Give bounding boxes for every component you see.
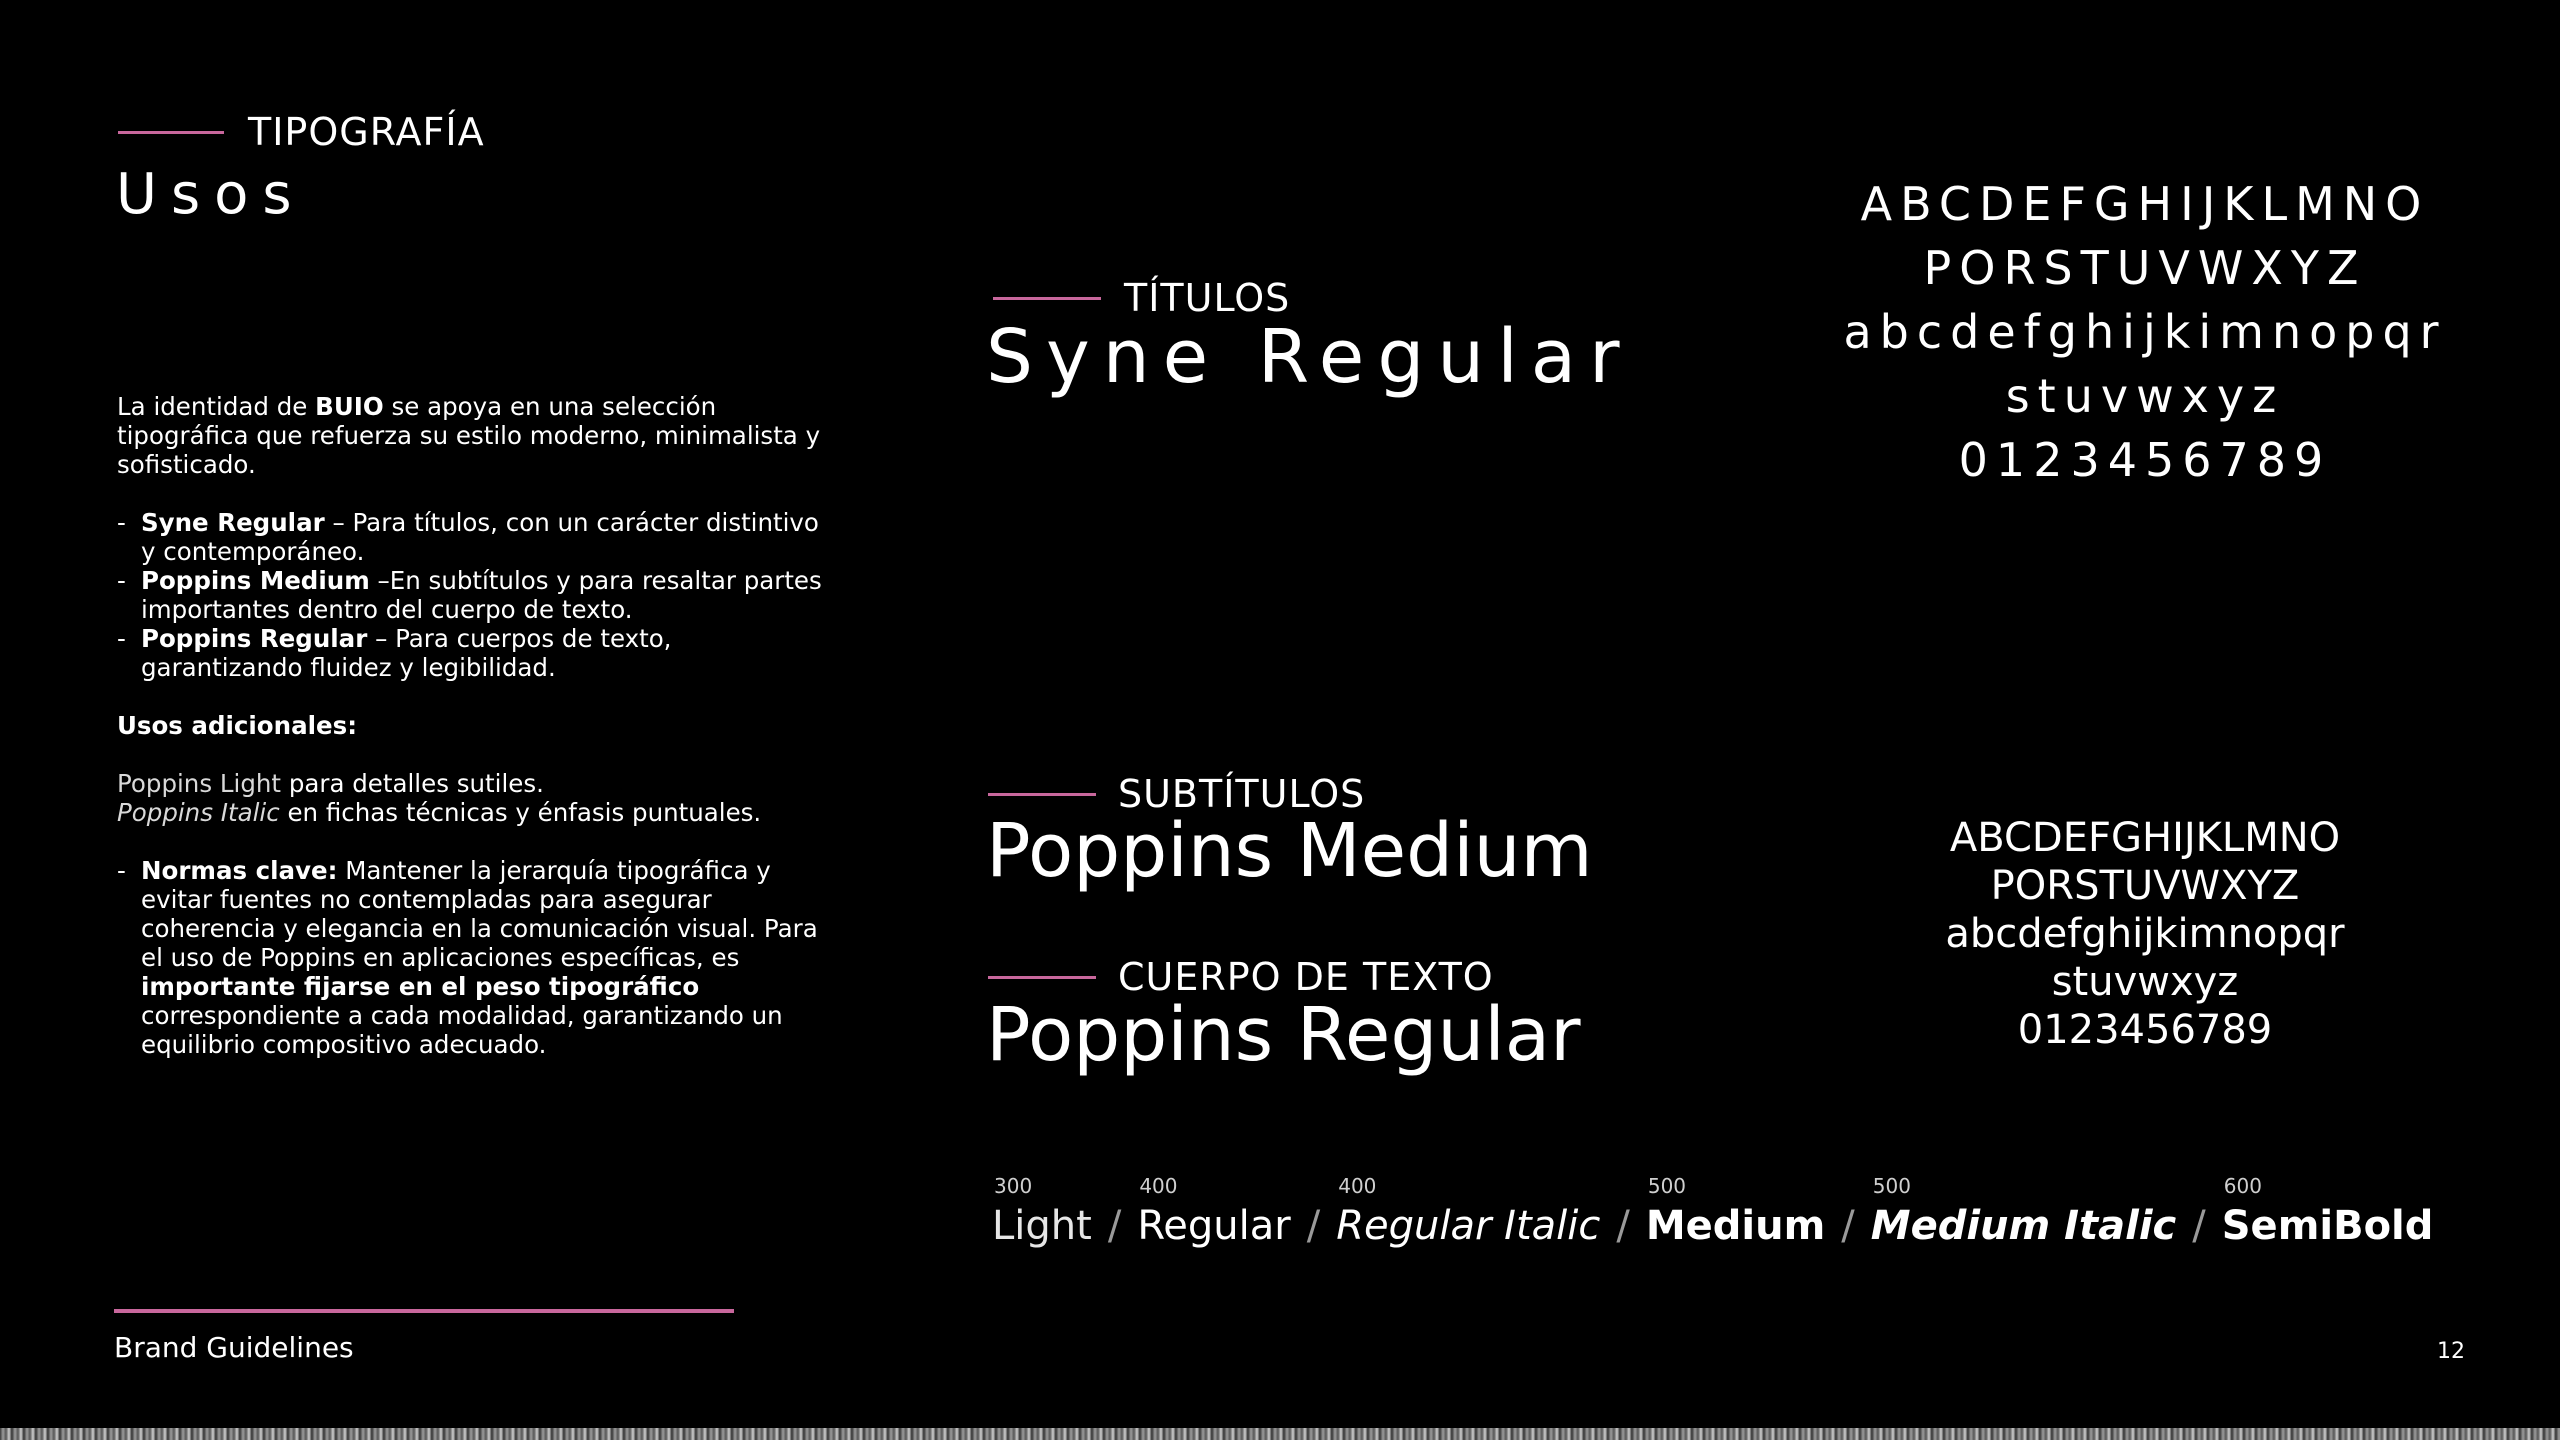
poppins-glyph-line: 0123456789 [2017,1007,2273,1053]
weight-number: 400 [1338,1174,1377,1198]
weight-item-light [992,1174,1092,1248]
additional-line-italic: Poppins Italic en fichas técnicas y énfasis puntuales. [117,798,762,827]
footer-accent-line [114,1309,734,1313]
weight-separator: / [2192,1203,2206,1249]
poppins-glyph-line: ABCDEFGHIJKLMNO [1949,815,2341,861]
poppins-glyph-line: abcdefghijkimnopqr [1945,911,2345,957]
weight-item-medium [1646,1174,1825,1248]
weight-name: Medium Italic [1870,1203,2177,1249]
intro-paragraph: La identidad de BUIO se apoya en una selección tipográfica que refuerza su estilo moderno, minimalista y sofisticado. [117,392,821,479]
poppins-glyph-line: stuvwxyz [2051,959,2239,1005]
weight-separator: / [1306,1203,1321,1249]
poppins-glyph-specimen [1845,814,2445,1054]
titulos-label: TÍTULOS [1124,276,1291,320]
page-title: Usos [116,162,306,227]
cuerpo-accent-line [988,976,1096,979]
weight-name: Medium [1645,1203,1826,1249]
syne-glyph-line: PORSTUVWXYZ [1923,241,2367,295]
weight-item-regular-italic [1336,1174,1600,1248]
bottom-texture-strip [0,1428,2560,1440]
bullet-item-poppins-regular: - Poppins Regular – Para cuerpos de texto, garantizando fluidez y legibilidad. [117,624,823,682]
description-column [117,392,823,1059]
weight-number: 400 [1139,1174,1178,1198]
syne-glyph-specimen [1780,172,2510,492]
additional-line-light: Poppins Light para detalles sutiles. [117,769,544,798]
bullet-item-syne: - Syne Regular – Para títulos, con un carácter distintivo y contemporáneo. [117,508,823,566]
header-accent-line [118,131,224,134]
weight-number: 500 [1647,1174,1687,1198]
titulos-accent-line [993,297,1101,300]
weight-number: 500 [1872,1174,1911,1198]
font-weights-row [992,1174,2433,1248]
weight-separator: / [1107,1203,1122,1249]
weight-name: Light [992,1203,1092,1249]
syne-glyph-line: ABCDEFGHIJKLMNO [1860,177,2430,231]
weight-number: 600 [2223,1174,2262,1198]
weight-name: Regular [1137,1203,1291,1249]
weight-number: 300 [994,1174,1033,1198]
weight-name: Regular Italic [1336,1203,1601,1249]
syne-glyph-line: abcdefghijkimnopqr [1843,305,2447,359]
weight-item-medium-italic [1871,1174,2177,1248]
syne-glyph-line: 0123456789 [1958,433,2332,487]
page-number: 12 [2437,1339,2465,1364]
cuerpo-label: CUERPO DE TEXTO [1118,955,1494,999]
subtitulos-accent-line [988,793,1096,796]
syne-glyph-line: stuvwxyz [2005,369,2285,423]
additional-heading: Usos adicionales: [117,711,358,740]
titulos-font-name: Syne Regular [986,314,1633,400]
weight-item-regular [1137,1174,1290,1248]
weight-separator: / [1841,1203,1855,1249]
poppins-glyph-line: PORSTUVWXYZ [1990,863,2300,909]
norms-paragraph: - Normas clave: Mantener la jerarquía tipográfica y evitar fuentes no contempladas para asegurar coherencia y elegancia en la comunicación visual. Para el uso de Poppins en aplicaciones específicas, es importante fijarse en el peso tipográfico correspondiente a cada modalidad, garantizando un equilibrio compositivo adecuado. [117,856,823,1059]
footer-label: Brand Guidelines [114,1331,354,1364]
weight-name: SemiBold [2221,1203,2434,1249]
subtitulos-font-name: Poppins Medium [986,808,1593,894]
subtitulos-label: SUBTÍTULOS [1118,772,1366,816]
weight-item-semibold [2222,1174,2434,1248]
bullet-item-poppins-medium: - Poppins Medium –En subtítulos y para resaltar partes importantes dentro del cuerpo de texto. [117,566,823,624]
weight-separator: / [1616,1203,1630,1249]
brand-name: BUIO [315,392,384,421]
section-kicker: TIPOGRAFÍA [248,110,485,154]
cuerpo-font-name: Poppins Regular [986,992,1581,1078]
